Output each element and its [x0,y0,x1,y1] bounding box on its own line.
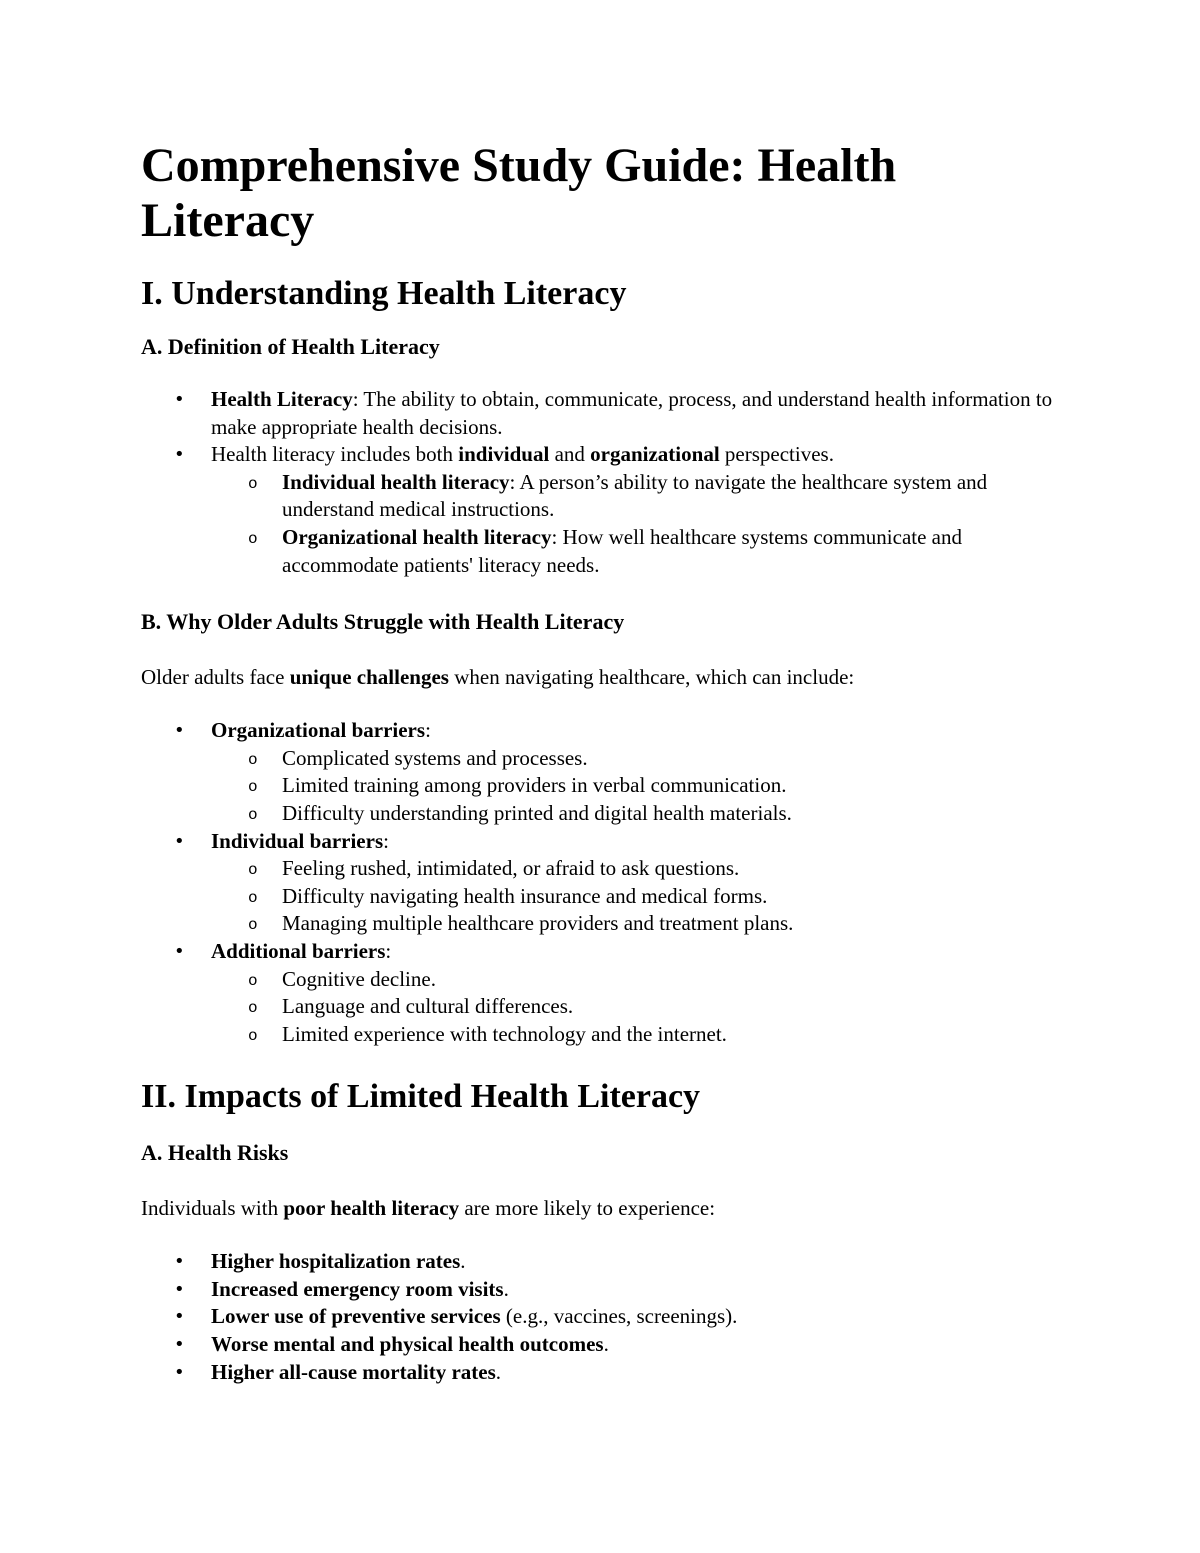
sub-list-item: o Managing multiple healthcare providers and treatment plans. [141,910,1061,938]
list-item [141,386,1061,441]
sub-list [211,966,1061,1049]
group-label: Organizational barriers [211,718,426,743]
sub-list [211,745,1061,828]
emphasis: Worse mental and physical health outcomes [211,1332,604,1357]
term-definition: : How well healthcare systems communicate and accommodate patients' literacy needs. [282,524,963,577]
emphasis: unique challenges [289,665,449,690]
term-definition: : The ability to obtain, communicate, process, and understand health information to make appropriate health decisions. [211,387,1053,439]
sub-list-item: o Cognitive decline. [141,966,1061,994]
subsection-heading: A. Definition of Health Literacy [141,334,440,359]
sub-list-item [141,469,1061,524]
term: organizational [590,442,720,467]
sub-list-item: o Difficulty navigating health insurance and medical forms. [141,883,1061,911]
barriers-list [141,717,1061,1048]
term: Health Literacy [211,387,353,411]
text: . [503,1276,509,1301]
list-item [141,441,1061,579]
term-definition: : A person’s ability to navigate the healthcare system and understand medical instructions. [282,469,988,522]
emphasis: Lower use of preventive services [211,1304,501,1329]
text: are more likely to experience: [459,1196,716,1221]
sub-list-item: o Limited training among providers in verbal communication. [141,772,1061,800]
group-label: Individual barriers [211,828,384,853]
subsection-heading: B. Why Older Adults Struggle with Health Literacy [141,609,625,635]
emphasis: Increased emergency room visits [211,1276,504,1301]
list-item: • Additional barriers: o Cognitive decline. o Language and cultural differences. o Limited experience with technology and the internet. [141,938,1061,1048]
paragraph [141,1195,1061,1222]
sub-list [211,469,1061,579]
sub-list-item: o Complicated systems and processes. [141,745,1061,773]
text: Individuals with [141,1196,284,1221]
term: individual [458,442,550,467]
emphasis: Higher hospitalization rates [211,1249,461,1274]
document-title: Comprehensive Study Guide: Health Literacy [141,139,897,247]
term: Individual health literacy [282,469,510,494]
text: perspectives. [719,442,834,467]
text: Health literacy includes both [211,442,459,467]
list-item [141,1303,1061,1331]
health-risks-list [141,1248,1061,1386]
section-heading: II. Impacts of Limited Health Literacy [141,1078,701,1116]
list-item [141,1359,1061,1387]
group-label: Additional barriers [211,938,386,963]
sub-list-item: o Difficulty understanding printed and digital health materials. [141,800,1061,828]
sub-list [211,855,1061,938]
term: Organizational health literacy [282,524,552,549]
sub-list-item: o Limited experience with technology and the internet. [141,1021,1061,1049]
sub-list-item [141,524,1061,579]
text: . [495,1359,502,1384]
list-item: • Organizational barriers: o Complicated systems and processes. o Limited training among providers in verbal communication. o Difficulty understanding printed and digital health materials. [141,717,1061,827]
text: . [460,1249,466,1274]
sub-list-item: o Language and cultural differences. [141,993,1061,1021]
section-heading: I. Understanding Health Literacy [141,275,627,312]
list-item [141,1331,1061,1359]
list-item: • Individual barriers: o Feeling rushed, intimidated, or afraid to ask questions. o Difficulty navigating health insurance and medical forms. o Managing multiple healthcare providers and treatment plans. [141,828,1061,938]
text: (e.g., vaccines, screenings). [500,1304,738,1329]
text: Older adults face [141,665,290,690]
emphasis: Higher all-cause mortality rates [211,1359,496,1384]
paragraph [141,664,1061,691]
list-item [141,1248,1061,1276]
emphasis: poor health literacy [283,1196,460,1221]
text: and [549,442,591,467]
list-item [141,1276,1061,1304]
sub-list-item: o Feeling rushed, intimidated, or afraid to ask questions. [141,855,1061,883]
text: when navigating healthcare, which can include: [448,665,855,690]
document-body [141,138,1061,1386]
text: . [603,1332,609,1357]
subsection-heading: A. Health Risks [141,1140,289,1166]
definition-list [141,386,1061,579]
